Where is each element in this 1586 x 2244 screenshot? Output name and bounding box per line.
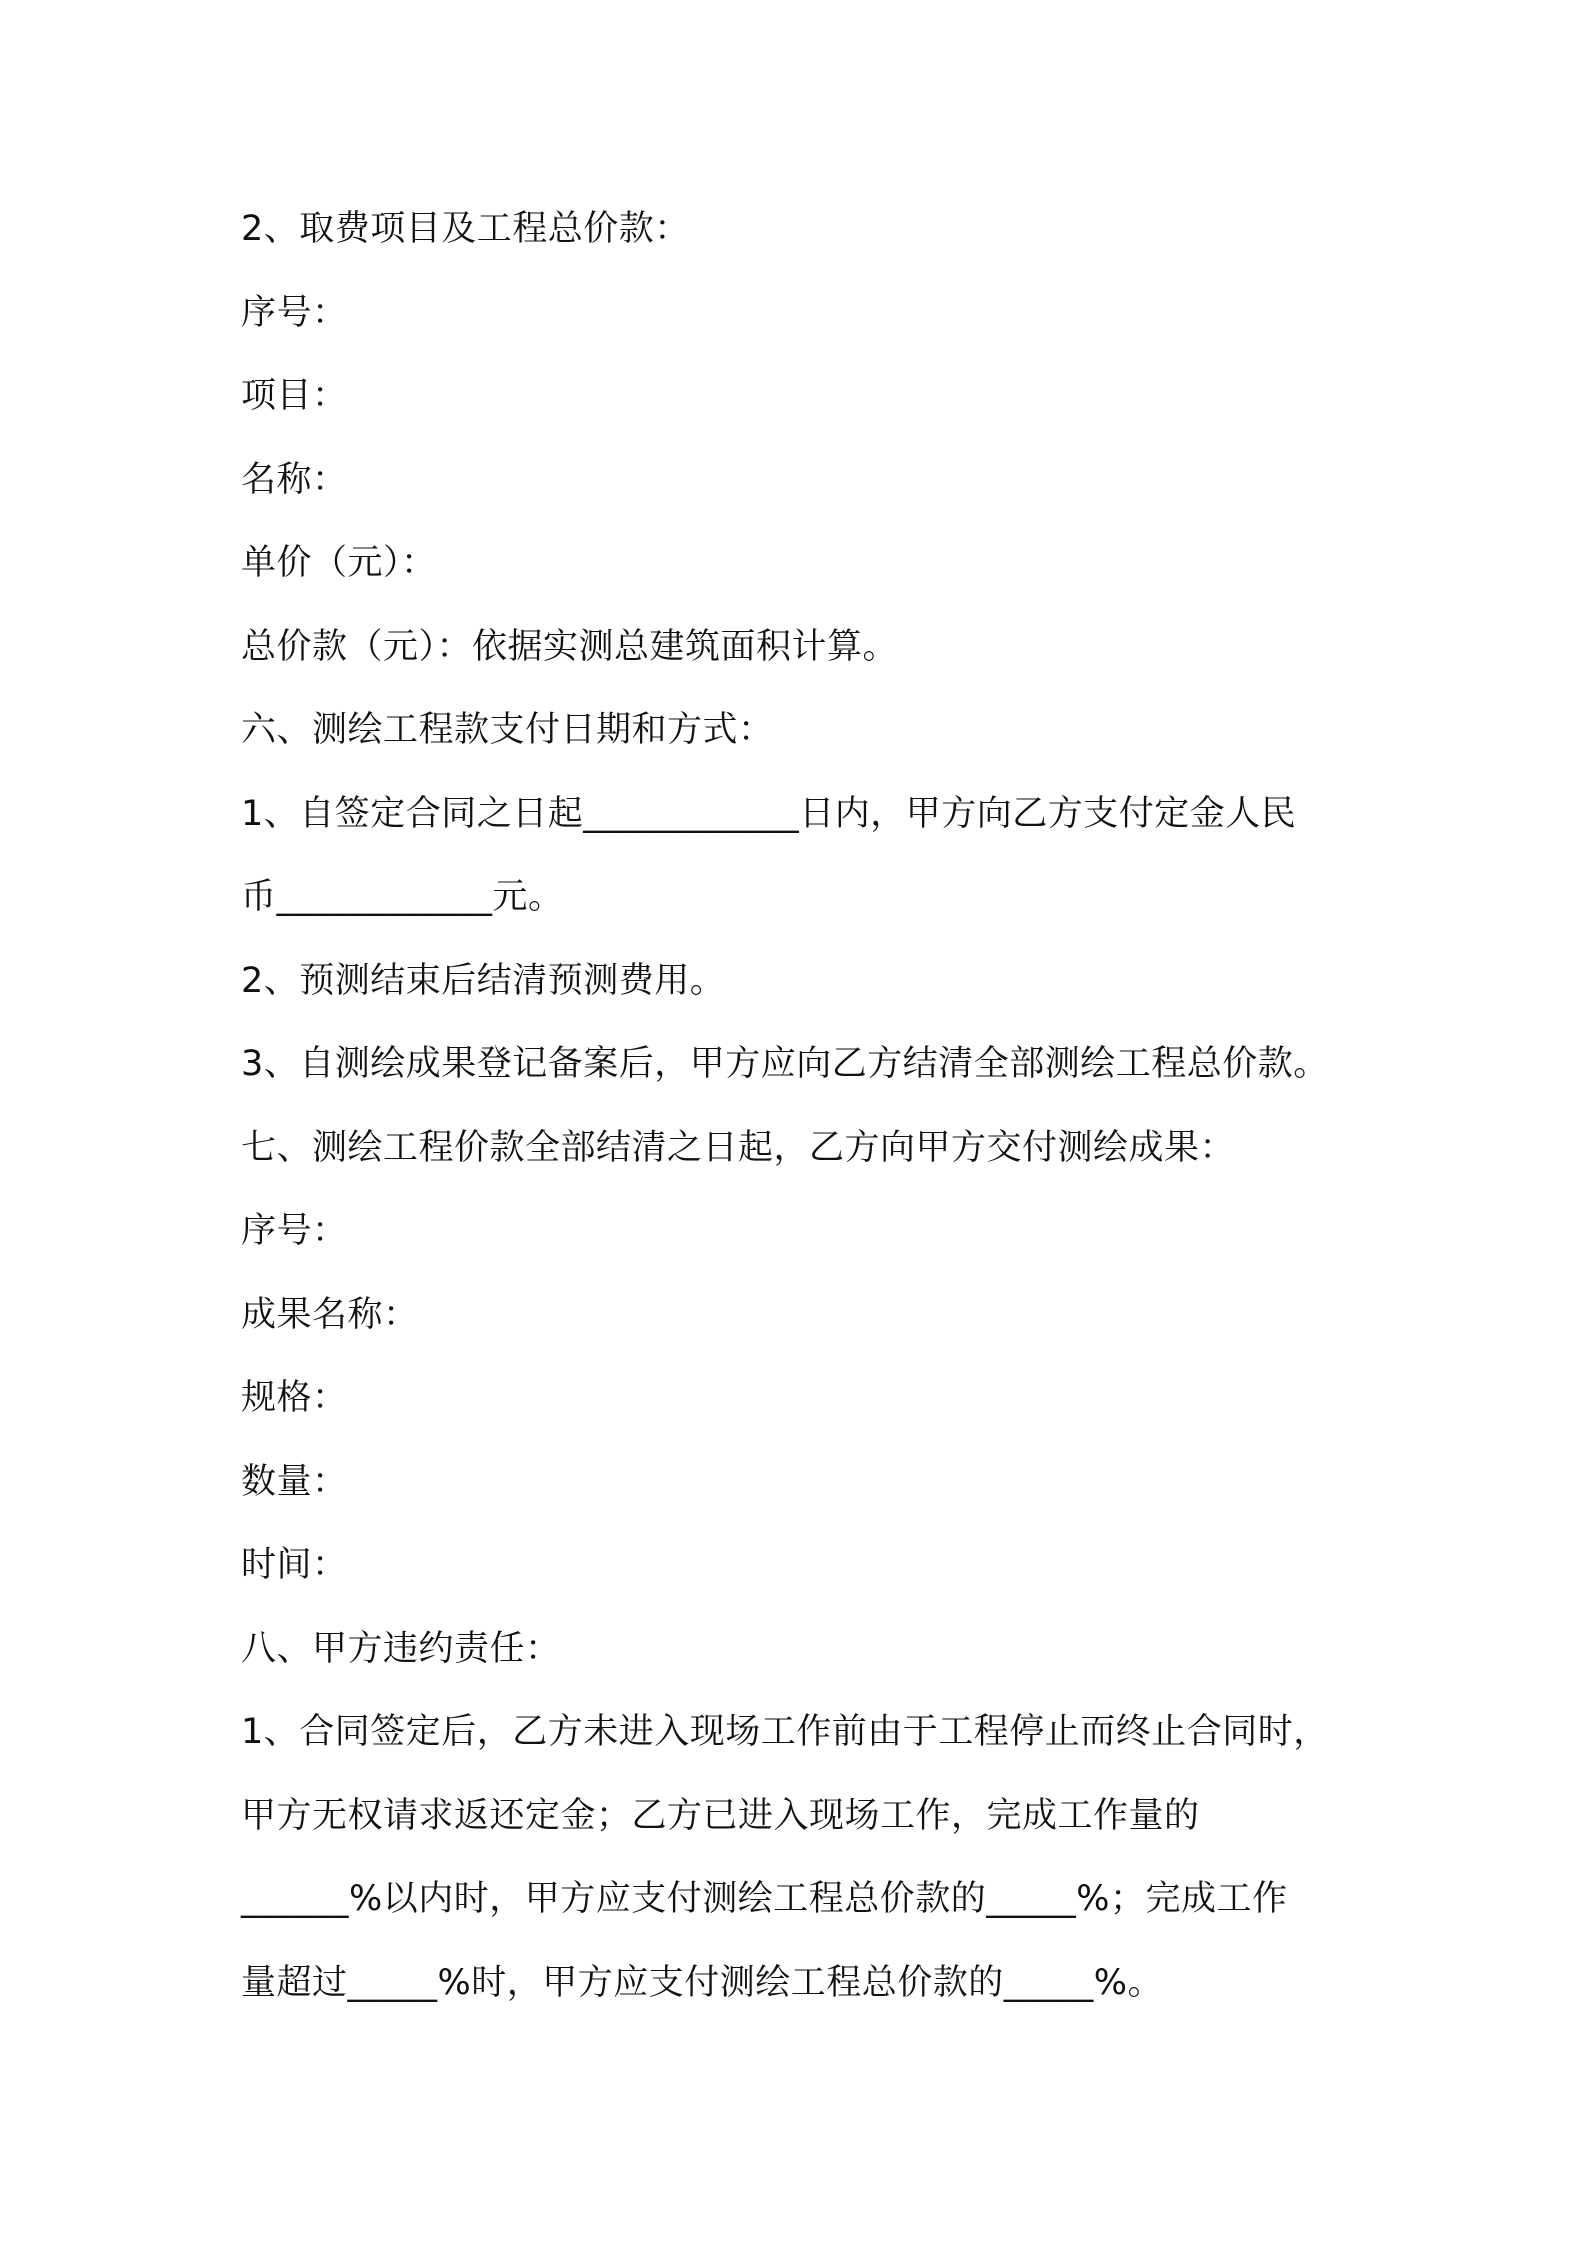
- text-line: 2、取费项目及工程总价款：: [241, 209, 690, 249]
- text-line: 规格：: [241, 1378, 348, 1418]
- text-line: 项目：: [241, 376, 348, 416]
- text-line: 时间：: [241, 1545, 348, 1585]
- section-heading: 七、测绘工程价款全部结清之日起，乙方向甲方交付测绘成果：: [241, 1128, 1236, 1168]
- text-line: 币____________元。: [241, 877, 564, 917]
- section-heading: 六、测绘工程款支付日期和方式：: [241, 710, 774, 750]
- text-line: ______%以内时，甲方应支付测绘工程总价款的_____%；完成工作: [241, 1879, 1288, 1919]
- text-line: 1、自签定合同之日起____________日内，甲方向乙方支付定金人民: [241, 794, 1297, 834]
- text-line: 甲方无权请求返还定金；乙方已进入现场工作，完成工作量的: [241, 1796, 1200, 1836]
- text-line: 数量：: [241, 1462, 348, 1502]
- text-line: 序号：: [241, 293, 348, 333]
- text-line: 1、合同签定后，乙方未进入现场工作前由于工程停止而终止合同时，: [241, 1712, 1329, 1752]
- section-heading: 八、甲方违约责任：: [241, 1629, 561, 1669]
- text-line: 成果名称：: [241, 1295, 419, 1335]
- text-line: 序号：: [241, 1211, 348, 1251]
- text-line: 3、自测绘成果登记备案后，甲方应向乙方结清全部测绘工程总价款。: [241, 1044, 1329, 1084]
- text-line: 单价（元）：: [241, 543, 437, 583]
- text-line: 名称：: [241, 460, 348, 500]
- text-line: 总价款（元）：依据实测总建筑面积计算。: [241, 627, 899, 667]
- text-line: 2、预测结束后结清预测费用。: [241, 961, 726, 1001]
- text-line: 量超过_____%时，甲方应支付测绘工程总价款的_____%。: [241, 1963, 1164, 2003]
